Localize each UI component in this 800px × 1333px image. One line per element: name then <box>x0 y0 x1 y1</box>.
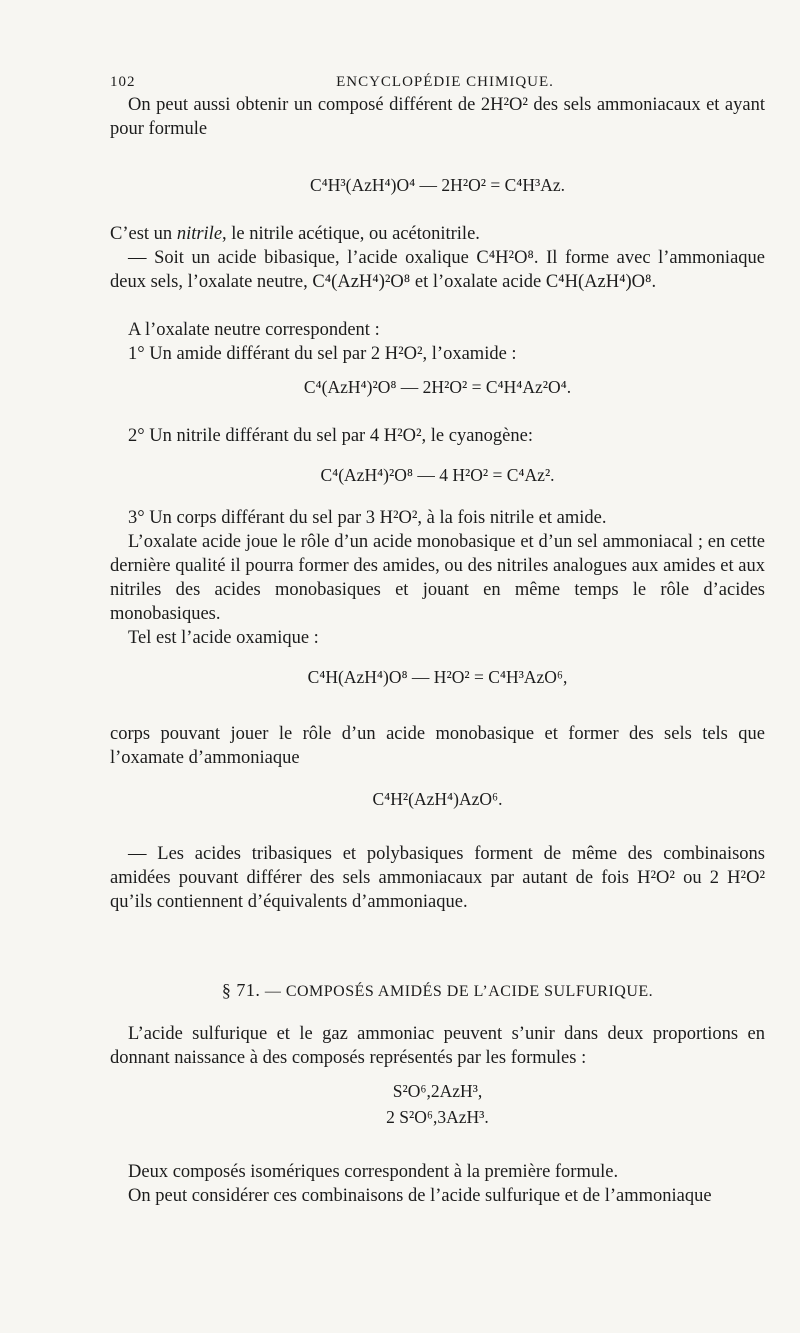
paragraph-third-body: 3° Un corps différant du sel par 3 H²O², à la fois nitrile et amide. <box>128 508 607 528</box>
page-number: 102 <box>110 74 136 90</box>
formula-oxamide: C⁴(AzH⁴)²O⁸ — 2H²O² = C⁴H⁴Az²O⁴. <box>303 377 572 397</box>
paragraph-cyanogen: 2° Un nitrile différant du sel par 4 H²O², le cyanogène: <box>128 426 533 446</box>
formula-cyanogen: C⁴(AzH⁴)²O⁸ — 4 H²O² = C⁴Az². <box>320 465 555 485</box>
paragraph-polybasic: — Les acides tribasiques et polybasiques forment de même des combinaisons amidées pouvant différer des sels ammoniacaux par autant de fois H²O² ou 2 H²O² qu’ils contiennent d’équivalents d’ammoniaque. <box>110 844 765 912</box>
paragraph-oxamide: 1° Un amide différant du sel par 2 H²O², l’oxamide : <box>128 344 517 364</box>
paragraph-oxamic-acid: Tel est l’acide oxamique : <box>128 628 319 648</box>
paragraph-oxalic: — Soit un acide bibasique, l’acide oxalique C⁴H²O⁸. Il forme avec l’ammoniaque deux sels, l’oxalate neutre, C⁴(AzH⁴)²O⁸ et l’oxalate acide C⁴H(AzH⁴)O⁸. <box>110 248 765 292</box>
paragraph-sulfuric: L’acide sulfurique et le gaz ammoniac peuvent s’unir dans deux proportions en donnant naissance à des composés représentés par les formules : <box>110 1024 765 1068</box>
paragraph-continuation: On peut considérer ces combinaisons de l’acide sulfurique et de l’ammoniaque <box>128 1186 712 1206</box>
formula-acetonitrile: C⁴H³(AzH⁴)O⁴ — 2H²O² = C⁴H³Az. <box>309 175 566 195</box>
section-title: — COMPOSÉS AMIDÉS DE L’ACIDE SULFURIQUE. <box>264 983 654 1000</box>
paragraph-isomers: Deux composés isomériques correspondent à la première formule. <box>128 1162 619 1182</box>
formula-oxamate: C⁴H²(AzH⁴)AzO⁶. <box>372 789 503 809</box>
formula-oxamic-acid: C⁴H(AzH⁴)O⁸ — H²O² = C⁴H³AzO⁶, <box>307 667 568 687</box>
formula-sulfuric-2: 2 S²O⁶,3AzH³. <box>386 1107 489 1127</box>
section-number: § 71. <box>221 980 261 1000</box>
nitrile-sentence-start: C’est un <box>110 224 177 244</box>
paragraph-oxalate-neutral: A l’oxalate neutre correspondent : <box>128 320 380 340</box>
paragraph-intro: On peut aussi obtenir un composé différent de 2H²O² des sels ammoniacaux et ayant pour formule <box>110 95 765 139</box>
nitrile-sentence-end: , le nitrile acétique, ou acétonitrile. <box>222 224 480 244</box>
section-heading <box>110 980 765 1001</box>
paragraph-oxamate: corps pouvant jouer le rôle d’un acide monobasique et former des sels tels que l’oxamate d’ammoniaque <box>110 724 765 768</box>
paragraph-oxalate-acid: L’oxalate acide joue le rôle d’un acide monobasique et d’un sel ammoniacal ; en cette dernière qualité il pourra former des amides, ou des nitriles analogues aux amides et aux nitriles des acides monobasiques et jouant en même temps le rôle d’acides monobasiques. <box>110 532 765 624</box>
nitrile-emphasis: nitrile <box>176 224 223 244</box>
running-title: ENCYCLOPÉDIE CHIMIQUE. <box>336 74 554 90</box>
paragraph-nitrile <box>110 222 765 246</box>
formula-sulfuric-1: S²O⁶,2AzH³, <box>392 1081 483 1101</box>
